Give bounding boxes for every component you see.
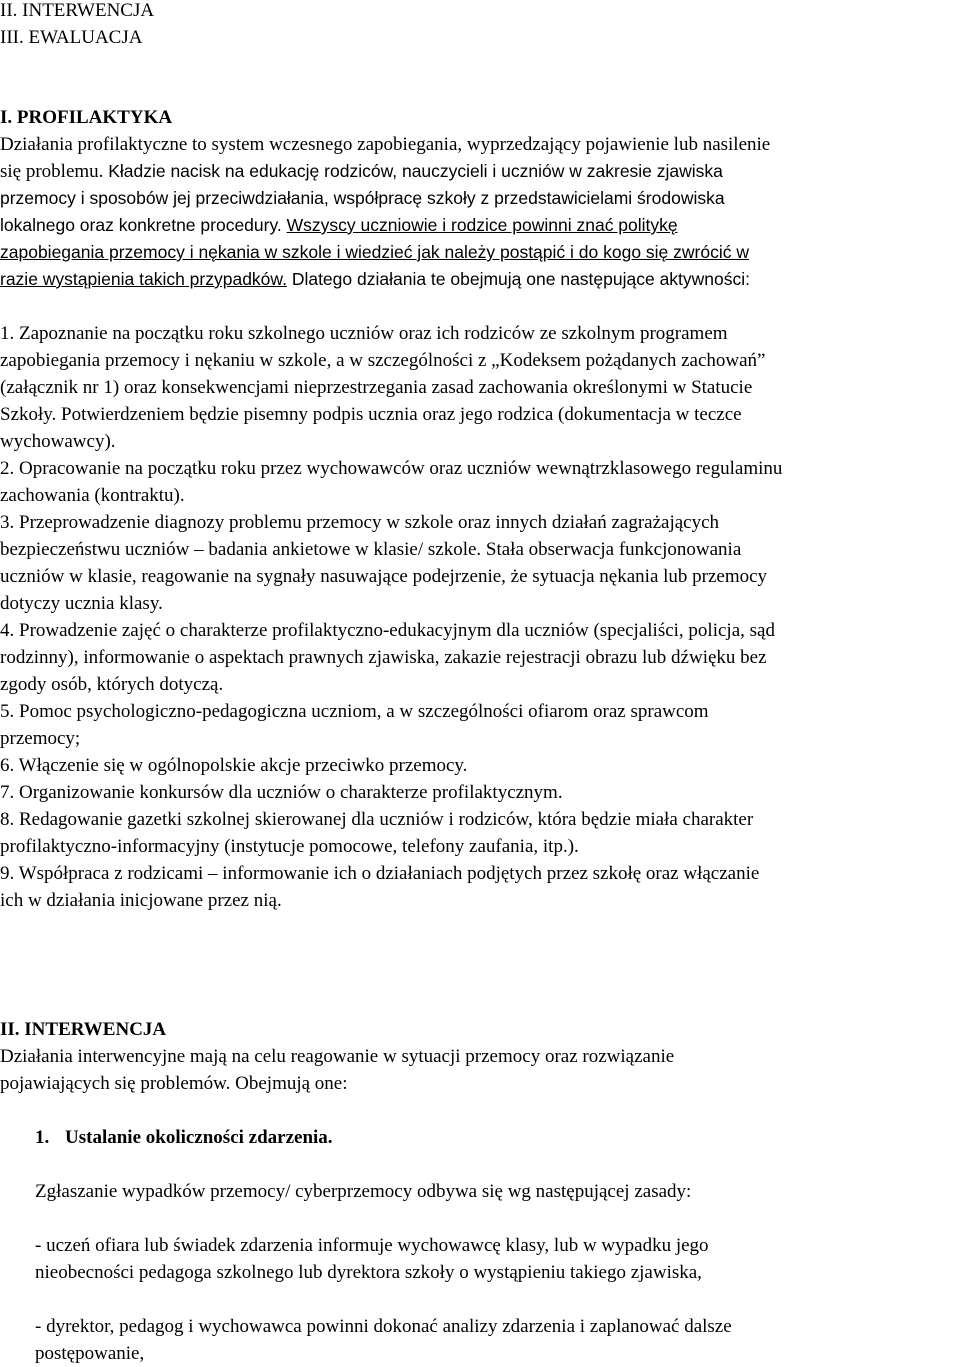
intro-line: pojawiających się problemów. Obejmują one: [0, 1073, 348, 1094]
toc-item-ewaluacja: III. EWALUACJA [0, 27, 143, 48]
list-item-line: (załącznik nr 1) oraz konsekwencjami nieprzestrzegania zasad zachowania określonymi w Statucie [0, 377, 753, 398]
section-profilaktyka [0, 104, 960, 293]
intro-fragment: się problemu. [0, 161, 109, 182]
list-item-line: 9. Współpraca z rodzicami – informowanie ich o działaniach podjętych przez szkołę oraz włączanie [0, 863, 760, 884]
subheading-number: 1. [35, 1127, 50, 1148]
list-item-line: przemocy; [0, 728, 81, 749]
list-item-line: 8. Redagowanie gazetki szkolnej skierowanej dla uczniów i rodziców, która będzie miała charakter [0, 809, 754, 830]
paragraph-line: nieobecności pedagoga szkolnego lub dyrektora szkoły o wystąpieniu takiego zjawiska, [35, 1262, 702, 1283]
toc-item-interwencja: II. INTERWENCJA [0, 0, 155, 21]
section-heading: II. INTERWENCJA [0, 1019, 167, 1040]
list-item-6 [0, 752, 960, 779]
list-item-9 [0, 860, 960, 914]
intro-line: Działania interwencyjne mają na celu reagowanie w sytuacji przemocy oraz rozwiązanie [0, 1046, 675, 1067]
paragraph-line: Zgłaszanie wypadków przemocy/ cyberprzemocy odbywa się wg następującej zasady: [35, 1181, 692, 1202]
list-item-line: rodzinny), informowanie o aspektach prawnych zjawiska, zakazie rejestracji obrazu lub dźwięku bez [0, 647, 767, 668]
list-item-line: zapobiegania przemocy i nękaniu w szkole, a w szczególności z „Kodeksem pożądanych zachowań” [0, 350, 766, 371]
list-item-line: zgody osób, których dotyczą. [0, 674, 224, 695]
list-item-line: 4. Prowadzenie zajęć o charakterze profilaktyczno-edukacyjnym dla uczniów (specjaliści, policja, sąd [0, 620, 775, 641]
list-item-line: uczniów w klasie, reagowanie na sygnały nasuwające podejrzenie, że sytuacja nękania lub przemocy [0, 566, 768, 587]
paragraph-line: postępowanie, [35, 1343, 145, 1364]
list-item-2 [0, 455, 960, 509]
list-item-line: 1. Zapoznanie na początku roku szkolnego uczniów oraz ich rodziców ze szkolnym programem [0, 323, 728, 344]
list-item-1 [0, 320, 960, 455]
paragraph-uczen [35, 1232, 960, 1286]
policy-underlined-text: zapobiegania przemocy i nękania w szkole i wiedzieć jak należy postąpić i do kogo się zwrócić w [0, 242, 749, 262]
list-item-line: bezpieczeństwu uczniów – badania ankietowe w klasie/ szkole. Stała obserwacja funkcjonowania [0, 539, 742, 560]
profilaktyka-list [0, 320, 960, 914]
list-item-line: 7. Organizowanie konkursów dla uczniów o charakterze profilaktycznym. [0, 782, 563, 803]
paragraph-line: - dyrektor, pedagog i wychowawca powinni dokonać analizy zdarzenia i zaplanować dalsze [35, 1316, 732, 1337]
paragraph-line: - uczeń ofiara lub świadek zdarzenia informuje wychowawcę klasy, lub w wypadku jego [35, 1235, 709, 1256]
list-item-line: dotyczy ucznia klasy. [0, 593, 163, 614]
section-heading: I. PROFILAKTYKA [0, 107, 173, 128]
list-item-line: profilaktyczno-informacyjny (instytucje pomocowe, telefony zaufania, itp.). [0, 836, 579, 857]
paragraph-zglaszanie [35, 1178, 960, 1205]
intro-line [0, 158, 960, 185]
intro-fragment: lokalnego oraz konkretne procedury. [0, 215, 287, 235]
list-item-5 [0, 698, 960, 752]
section-interwencja [0, 1016, 960, 1097]
list-item-line: wychowawcy). [0, 431, 116, 452]
list-item-line: Szkoły. Potwierdzeniem będzie pisemny podpis ucznia oraz jego rodzica (dokumentacja w teczce [0, 404, 742, 425]
paragraph-dyrektor [35, 1313, 960, 1367]
subheading-ustalanie [35, 1124, 960, 1151]
list-item-line: 6. Włączenie się w ogólnopolskie akcje przeciwko przemocy. [0, 755, 468, 776]
policy-underlined-text: Wszyscy uczniowie i rodzice powinni znać politykę [286, 215, 678, 235]
list-item-line: ich w działania inicjowane przez nią. [0, 890, 282, 911]
policy-underlined-text: razie wystąpienia takich przypadków. [0, 269, 287, 289]
list-item-line: 3. Przeprowadzenie diagnozy problemu przemocy w szkole oraz innych działań zagrażających [0, 512, 720, 533]
intro-line: przemocy i sposobów jej przeciwdziałania, współpracę szkoły z przedstawicielami środowiska [0, 188, 725, 208]
toc-list [0, 0, 960, 51]
list-item-line: 5. Pomoc psychologiczno-pedagogiczna uczniom, a w szczególności ofiarom oraz sprawcom [0, 701, 709, 722]
list-item-8 [0, 806, 960, 860]
subheading-text: Ustalanie okoliczności zdarzenia. [65, 1127, 333, 1148]
intro-line [0, 266, 960, 293]
list-item-line: 2. Opracowanie na początku roku przez wychowawców oraz uczniów wewnątrzklasowego regulaminu [0, 458, 783, 479]
list-item-line: zachowania (kontraktu). [0, 485, 185, 506]
list-item-3 [0, 509, 960, 617]
intro-fragment: Kładzie nacisk na edukację rodziców, nauczycieli i uczniów w zakresie zjawiska [108, 161, 723, 181]
list-item-4 [0, 617, 960, 698]
list-item-7 [0, 779, 960, 806]
intro-line: Działania profilaktyczne to system wczesnego zapobiegania, wyprzedzający pojawienie lub nasilenie [0, 134, 771, 155]
intro-fragment: Dlatego działania te obejmują one następujące aktywności: [286, 269, 751, 289]
intro-line [0, 212, 960, 239]
